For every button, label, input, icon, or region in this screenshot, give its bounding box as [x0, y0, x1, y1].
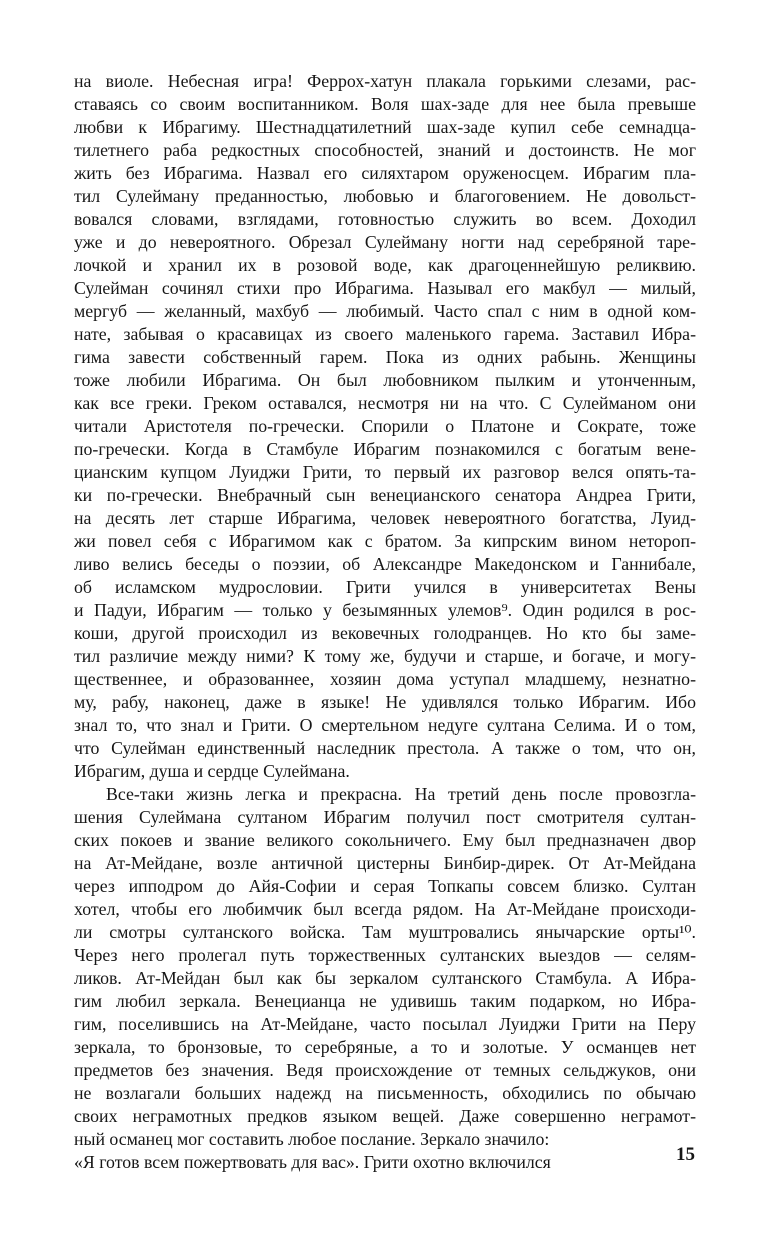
text-line: ки по-гречески. Внебрачный сын венецианского сенатора Андреа Грити,	[74, 485, 696, 505]
text-line: своих неграмотных предков языком вещей. Даже совершенно неграмот-	[74, 1106, 696, 1126]
text-line: на виоле. Небесная игра! Феррох-хатун плакала горькими слезами, рас-	[74, 71, 696, 91]
text-line: Через него пролегал путь торжественных султанских выездов — селям-	[74, 945, 696, 965]
text-line: на Ат-Мейдане, возле античной цистерны Бинбир-дирек. От Ат-Мейдана	[74, 853, 696, 873]
text-line: шения Сулеймана султаном Ибрагим получил пост смотрителя султан-	[74, 807, 696, 827]
text-line: ских покоев и звание великого сокольничего. Ему был предназначен двор	[74, 830, 696, 850]
text-line: не возлагали больших надежд на письменность, обходились по обычаю	[74, 1083, 696, 1103]
text-line: жи повел себя с Ибрагимом как с братом. За кипрским вином нетороп-	[74, 531, 696, 551]
text-line: что Сулейман единственный наследник престола. А также о том, что он,	[74, 738, 696, 758]
text-line: коши, другой происходил из вековечных голодранцев. Но кто бы заме-	[74, 623, 696, 643]
text-line: знал то, что знал и Грити. О смертельном недуге султана Селима. И о том,	[74, 715, 696, 735]
text-line: гим любил зеркала. Венецианца не удивишь таким подарком, но Ибра-	[74, 991, 696, 1011]
text-line: нате, забывая о красавицах из своего маленького гарема. Заставил Ибра-	[74, 324, 696, 344]
text-line: и Падуи, Ибрагим — только у безымянных улемов⁹. Один родился в рос-	[74, 600, 696, 620]
paragraph	[74, 70, 696, 783]
text-line: гим, поселившись на Ат-Мейдане, часто посылал Луиджи Грити на Перу	[74, 1014, 696, 1034]
text-line: хотел, чтобы его любимчик был всегда рядом. На Ат-Мейдане происходи-	[74, 899, 696, 919]
text-line: лочкой и хранил их в розовой воде, как драгоценнейшую реликвию.	[74, 255, 696, 275]
text-line: на десять лет старше Ибрагима, человек невероятного богатства, Луид-	[74, 508, 696, 528]
text-line: мергуб — желанный, махбуб — любимый. Часто спал с ним в одной ком-	[74, 301, 696, 321]
text-line: Ибрагим, душа и сердце Сулеймана.	[74, 761, 350, 781]
text-line: предметов без значения. Ведя происхождение от темных сельджуков, они	[74, 1060, 696, 1080]
paragraph	[74, 1151, 696, 1174]
text-line: читали Аристотеля по-гречески. Спорили о Платоне и Сократе, тоже	[74, 416, 696, 436]
text-block	[74, 70, 696, 1174]
text-line: Все-таки жизнь легка и прекрасна. На третий день после провозгла-	[106, 784, 696, 804]
text-line: ставаясь со своим воспитанником. Воля шах-заде для нее была превыше	[74, 94, 696, 114]
text-line: любви к Ибрагиму. Шестнадцатилетний шах-заде купил себе семнадца-	[74, 117, 696, 137]
text-line: цианским купцом Луиджи Грити, то первый их разговор велся опять-та-	[74, 462, 696, 482]
text-line: ливо велись беседы о поэзии, об Александре Македонском и Ганнибале,	[74, 554, 696, 574]
page-number: 15	[676, 1144, 695, 1165]
text-line: уже и до невероятного. Обрезал Сулейману ногти над серебряной таре-	[74, 232, 696, 252]
text-line: ный османец мог составить любое послание. Зеркало значило:	[74, 1129, 550, 1149]
text-line: зеркала, то бронзовые, то серебряные, а то и золотые. У османцев нет	[74, 1037, 696, 1057]
text-line: щественнее, и образованнее, хозяин дома уступал младшему, незнатно-	[74, 669, 696, 689]
text-line: тоже любили Ибрагима. Он был любовником пылким и утонченным,	[74, 370, 696, 390]
text-line: Сулейман сочинял стихи про Ибрагима. Называл его макбул — милый,	[74, 278, 696, 298]
text-line: «Я готов всем пожертвовать для вас». Грити охотно включился	[74, 1152, 551, 1172]
text-line: тил Сулейману преданностью, любовью и благоговением. Не довольст-	[74, 186, 696, 206]
text-line: ли смотры султанского войска. Там муштровались янычарские орты¹⁰.	[74, 922, 696, 942]
text-line: по-гречески. Когда в Стамбуле Ибрагим познакомился с богатым вене-	[74, 439, 696, 459]
text-line: ликов. Ат-Мейдан был как бы зеркалом султанского Стамбула. А Ибра-	[74, 968, 696, 988]
text-line: тилетнего раба редкостных способностей, знаний и достоинств. Не мог	[74, 140, 696, 160]
paragraph	[74, 783, 696, 1151]
text-line: му, рабу, наконец, даже в языке! Не удивлялся только Ибрагим. Ибо	[74, 692, 696, 712]
text-line: вовался словами, взглядами, готовностью служить во всем. Доходил	[74, 209, 696, 229]
text-line: гима завести собственный гарем. Пока из одних рабынь. Женщины	[74, 347, 696, 367]
text-line: тил различие между ними? К тому же, будучи и старше, и богаче, и могу-	[74, 646, 696, 666]
text-line: через ипподром до Айя-Софии и серая Топкапы совсем близко. Султан	[74, 876, 696, 896]
text-line: как все греки. Греком оставался, несмотря ни на что. С Сулейманом они	[74, 393, 696, 413]
text-line: об исламском мудрословии. Грити учился в университетах Вены	[74, 577, 696, 597]
text-line: жить без Ибрагима. Назвал его силяхтаром оруженосцем. Ибрагим пла-	[74, 163, 696, 183]
